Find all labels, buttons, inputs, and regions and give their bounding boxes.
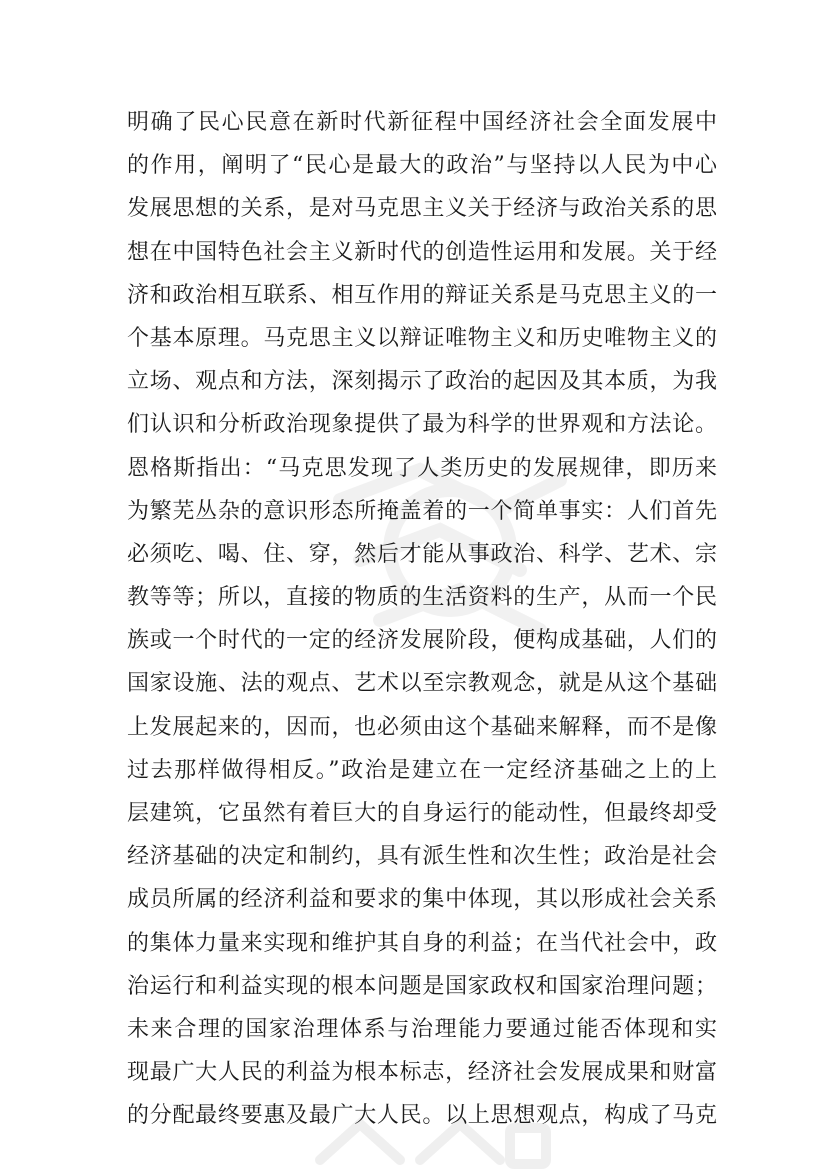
text-line: 上发展起来的，因而，也必须由这个基础来解释，而不是像 (127, 714, 717, 740)
text-line: 现最广大人民的利益为根本标志，经济社会发展成果和财富 (127, 1060, 717, 1086)
text-line: 为繁芜丛杂的意识形态所掩盖着的一个简单事实：人们首先 (127, 498, 717, 524)
text-line: 层建筑，它虽然有着巨大的自身运行的能动性，但最终却受 (127, 801, 717, 826)
text-line: 立场、观点和方法，深刻揭示了政治的起因及其本质，为我 (127, 369, 717, 395)
text-line: 族或一个时代的一定的经济发展阶段，便构成基础，人们的 (127, 628, 717, 654)
document-body (127, 101, 717, 1138)
text-line: 发展思想的关系，是对马克思主义关于经济与政治关系的思 (127, 196, 717, 222)
text-line: 个基本原理。马克思主义以辩证唯物主义和历史唯物主义的 (127, 325, 717, 351)
text-line: 想在中国特色社会主义新时代的创造性运用和发展。关于经 (127, 239, 717, 265)
text-line: 治运行和利益实现的根本问题是国家政权和国家治理问题； (127, 973, 717, 999)
text-line: 的集体力量来实现和维护其自身的利益；在当代社会中，政 (127, 930, 717, 956)
text-line: 国家设施、法的观点、艺术以至宗教观念，就是从这个基础 (127, 671, 717, 697)
text-line: 们认识和分析政治现象提供了最为科学的世界观和方法论。 (127, 412, 717, 438)
text-line: 未来合理的国家治理体系与治理能力要通过能否体现和实 (127, 1016, 717, 1042)
text-line: 过去那样做得相反。”政治是建立在一定经济基础之上的上 (127, 757, 717, 783)
text-line: 恩格斯指出：“马克思发现了人类历史的发展规律，即历来 (127, 455, 717, 481)
text-line: 明确了民心民意在新时代新征程中国经济社会全面发展中 (127, 110, 717, 135)
text-line: 教等等；所以，直接的物质的生活资料的生产，从而一个民 (127, 585, 717, 611)
text-line: 的分配最终要惠及最广大人民。以上思想观点，构成了马克 (127, 1103, 717, 1129)
text-line: 的作用，阐明了“民心是最大的政治”与坚持以人民为中心 (127, 153, 717, 179)
text-line: 成员所属的经济利益和要求的集中体现，其以形成社会关系 (127, 887, 717, 913)
text-line: 济和政治相互联系、相互作用的辩证关系是马克思主义的一 (127, 282, 717, 308)
text-line: 必须吃、喝、住、穿，然后才能从事政治、科学、艺术、宗 (127, 541, 717, 567)
text-line: 经济基础的决定和制约，具有派生性和次生性；政治是社会 (127, 844, 717, 870)
